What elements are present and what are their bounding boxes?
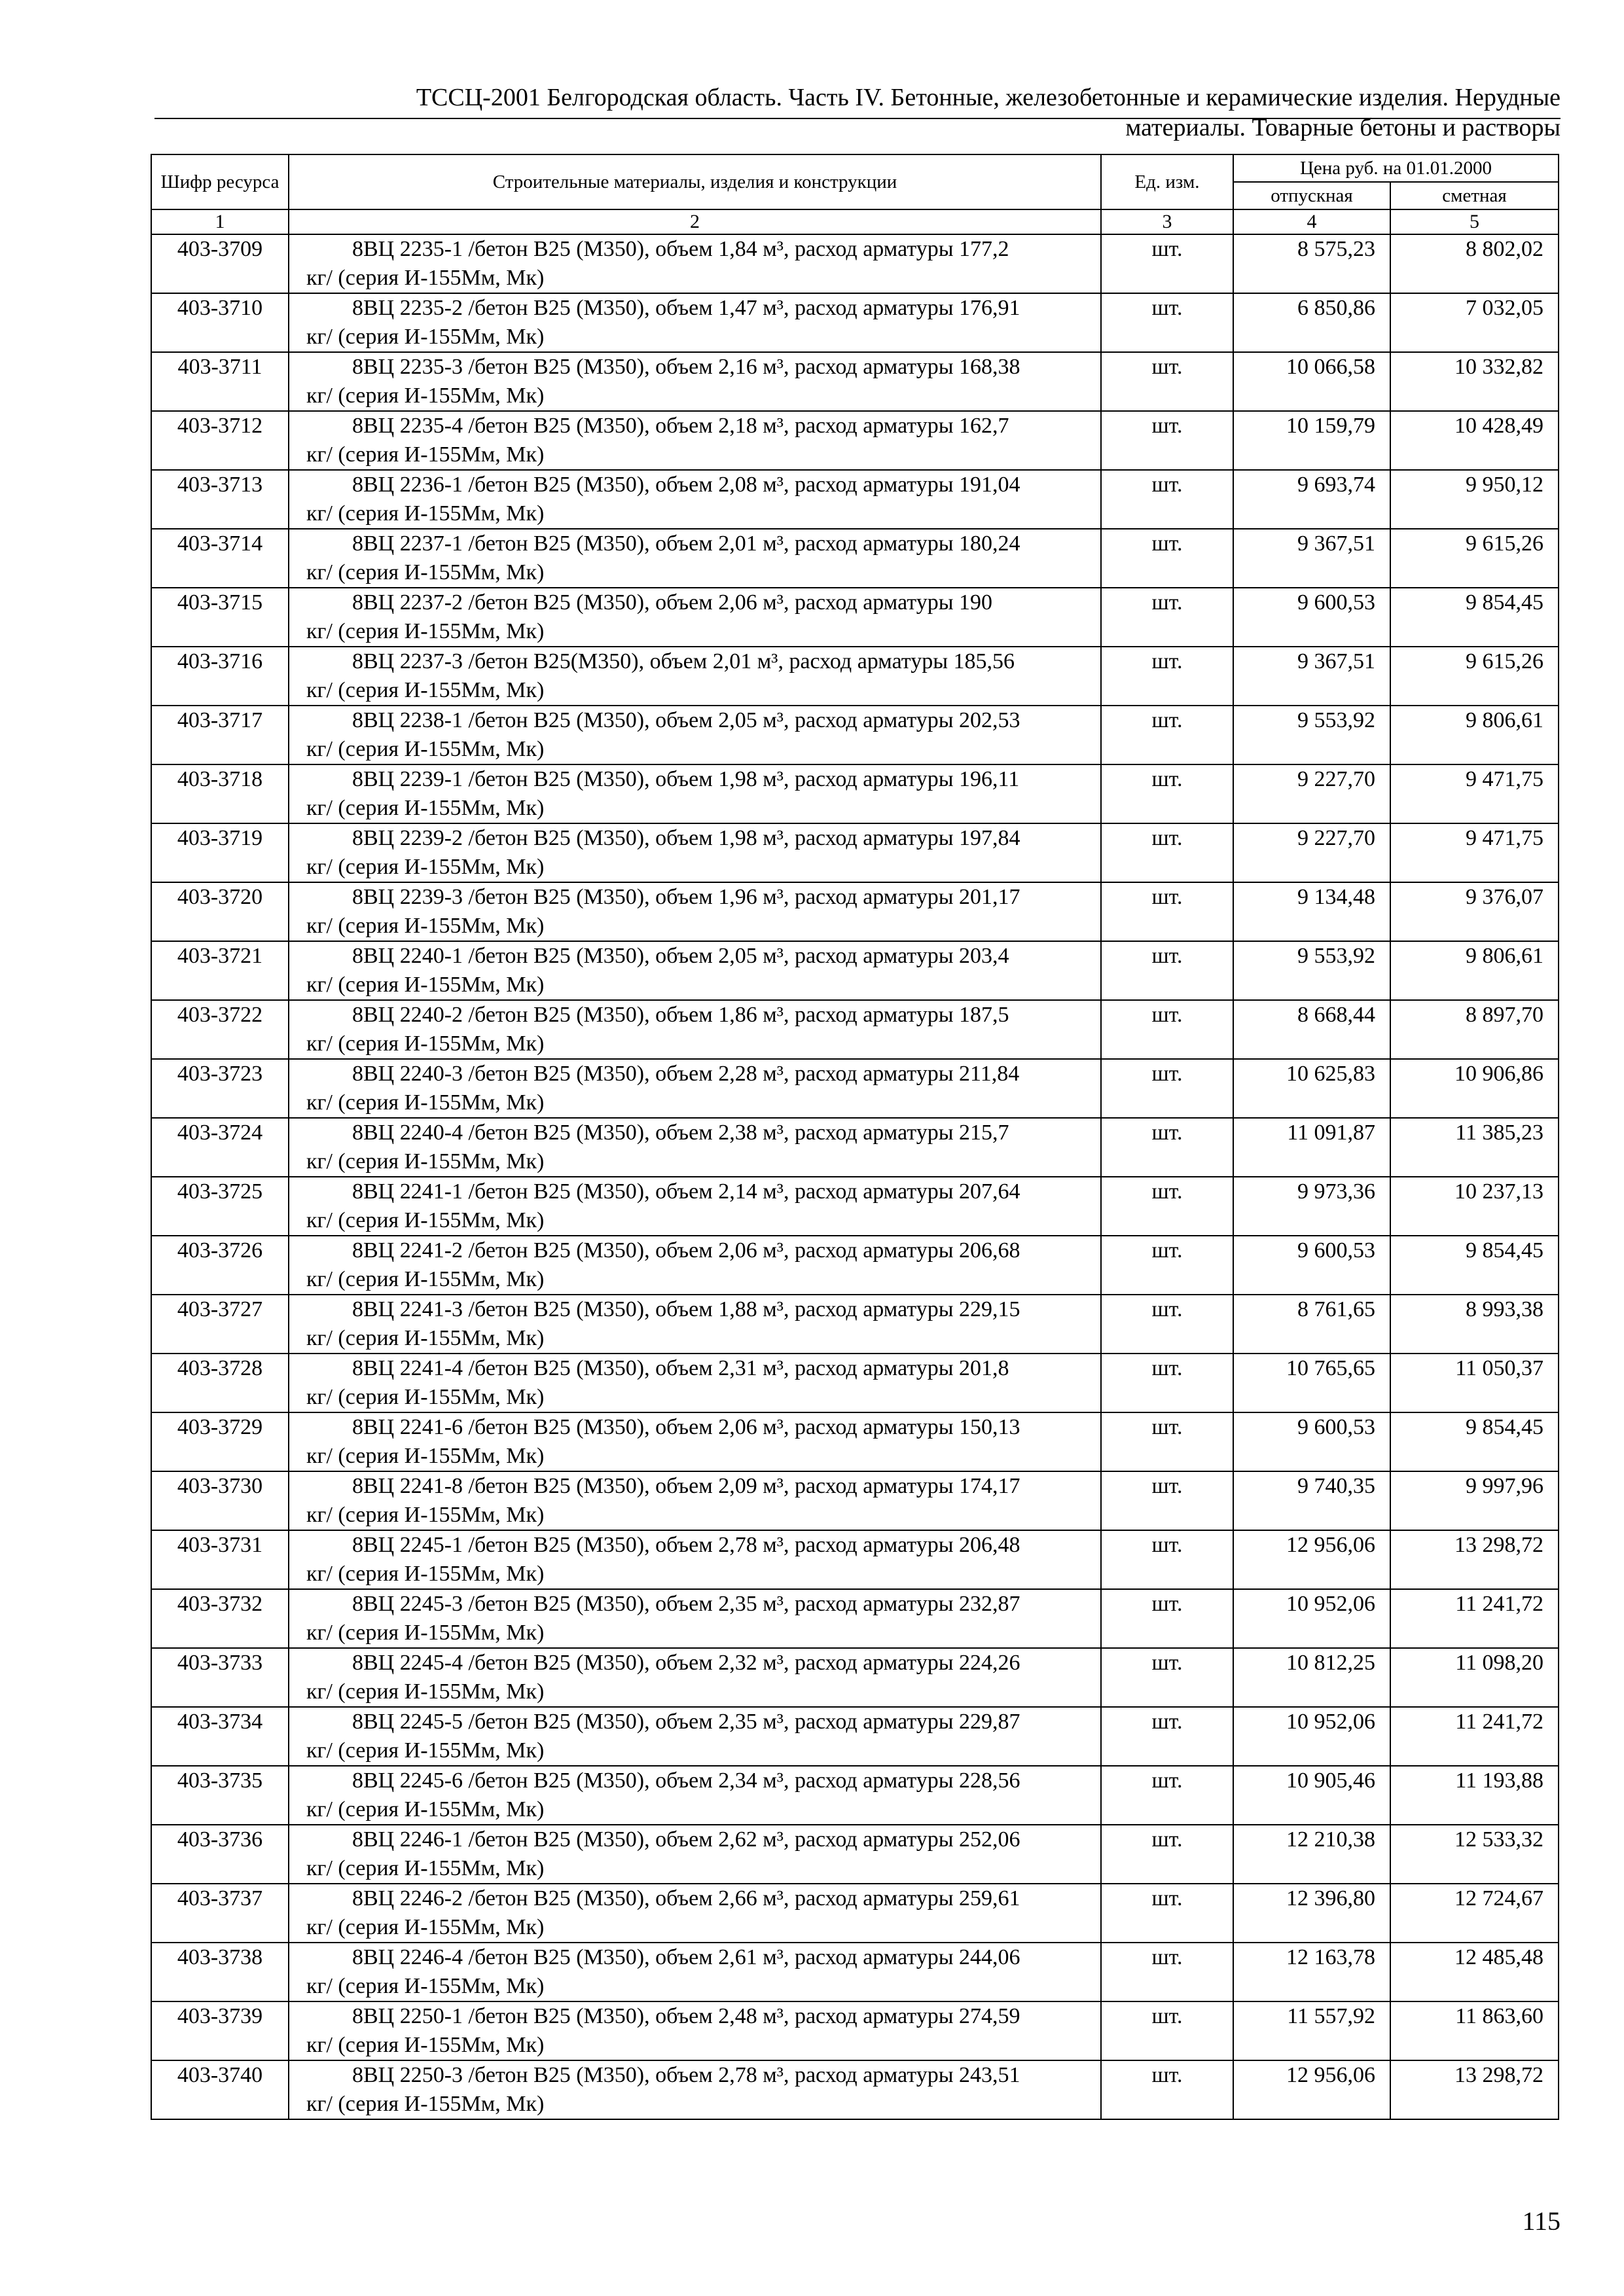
description-line-1: 8ВЦ 2241-8 /бетон В25 (М350), объем 2,09 м³, расход арматуры 174,17 xyxy=(352,1474,1020,1498)
material-description xyxy=(289,1059,1101,1118)
price-estimate: 9 950,12 xyxy=(1390,470,1559,529)
material-description xyxy=(289,411,1101,470)
material-description xyxy=(289,1648,1101,1707)
description-line-2: кг/ (серия И-155Мм, Мк) xyxy=(306,1562,545,1586)
description-line-2: кг/ (серия И-155Мм, Мк) xyxy=(306,560,545,584)
description-line-1: 8ВЦ 2241-2 /бетон В25 (М350), объем 2,06 м³, расход арматуры 206,68 xyxy=(352,1238,1020,1263)
table-row xyxy=(151,411,1559,470)
header-price-group: Цена руб. на 01.01.2000 xyxy=(1233,154,1559,182)
unit-of-measure: шт. xyxy=(1101,1295,1233,1354)
table-row xyxy=(151,1471,1559,1530)
price-estimate: 9 806,61 xyxy=(1390,706,1559,764)
description-line-1: 8ВЦ 2237-1 /бетон В25 (М350), объем 2,01 м³, расход арматуры 180,24 xyxy=(352,531,1020,556)
price-release: 10 625,83 xyxy=(1233,1059,1390,1118)
price-release: 9 973,36 xyxy=(1233,1177,1390,1236)
unit-of-measure: шт. xyxy=(1101,470,1233,529)
resource-code: 403-3735 xyxy=(151,1766,289,1825)
description-line-2: кг/ (серия И-155Мм, Мк) xyxy=(306,384,545,408)
price-estimate: 12 533,32 xyxy=(1390,1825,1559,1884)
material-description xyxy=(289,1000,1101,1059)
unit-of-measure: шт. xyxy=(1101,1648,1233,1707)
material-description xyxy=(289,647,1101,706)
material-description xyxy=(289,1471,1101,1530)
description-line-1: 8ВЦ 2235-4 /бетон В25 (М350), объем 2,18 м³, расход арматуры 162,7 xyxy=(352,414,1009,438)
description-line-2: кг/ (серия И-155Мм, Мк) xyxy=(306,1444,545,1468)
price-release: 10 952,06 xyxy=(1233,1707,1390,1766)
price-release: 10 905,46 xyxy=(1233,1766,1390,1825)
description-line-2: кг/ (серия И-155Мм, Мк) xyxy=(306,855,545,879)
price-estimate: 9 615,26 xyxy=(1390,529,1559,588)
price-estimate: 10 237,13 xyxy=(1390,1177,1559,1236)
unit-of-measure: шт. xyxy=(1101,1236,1233,1295)
header-code: Шифр ресурса xyxy=(151,154,289,209)
price-release: 10 812,25 xyxy=(1233,1648,1390,1707)
price-release: 12 956,06 xyxy=(1233,1530,1390,1589)
description-line-2: кг/ (серия И-155Мм, Мк) xyxy=(306,1031,545,1056)
resource-code: 403-3714 xyxy=(151,529,289,588)
description-line-1: 8ВЦ 2240-3 /бетон В25 (М350), объем 2,28 м³, расход арматуры 211,84 xyxy=(352,1062,1020,1086)
resource-code: 403-3717 xyxy=(151,706,289,764)
resource-code: 403-3719 xyxy=(151,823,289,882)
description-line-1: 8ВЦ 2241-3 /бетон В25 (М350), объем 1,88 м³, расход арматуры 229,15 xyxy=(352,1297,1020,1321)
table-row xyxy=(151,1412,1559,1471)
unit-of-measure: шт. xyxy=(1101,882,1233,941)
resource-code: 403-3715 xyxy=(151,588,289,647)
table-row xyxy=(151,588,1559,647)
unit-of-measure: шт. xyxy=(1101,1884,1233,1943)
unit-of-measure: шт. xyxy=(1101,234,1233,293)
description-line-1: 8ВЦ 2235-1 /бетон В25 (М350), объем 1,84 м³, расход арматуры 177,2 xyxy=(352,237,1009,261)
table-row xyxy=(151,823,1559,882)
price-release: 9 693,74 xyxy=(1233,470,1390,529)
description-line-2: кг/ (серия И-155Мм, Мк) xyxy=(306,1326,545,1350)
header-line-1: ТССЦ-2001 Белгородская область. Часть IV. Бетонные, железобетонные и керамические изделия. Нерудные xyxy=(416,84,1561,111)
unit-of-measure: шт. xyxy=(1101,764,1233,823)
price-estimate: 9 854,45 xyxy=(1390,1236,1559,1295)
material-description xyxy=(289,706,1101,764)
resource-code: 403-3729 xyxy=(151,1412,289,1471)
price-release: 11 557,92 xyxy=(1233,2001,1390,2060)
price-release: 11 091,87 xyxy=(1233,1118,1390,1177)
table-row xyxy=(151,882,1559,941)
price-estimate: 13 298,72 xyxy=(1390,2060,1559,2119)
material-description xyxy=(289,1530,1101,1589)
resource-code: 403-3730 xyxy=(151,1471,289,1530)
description-line-1: 8ВЦ 2250-1 /бетон В25 (М350), объем 2,48 м³, расход арматуры 274,59 xyxy=(352,2004,1020,2028)
resource-code: 403-3724 xyxy=(151,1118,289,1177)
column-number: 2 xyxy=(289,209,1101,234)
unit-of-measure: шт. xyxy=(1101,588,1233,647)
unit-of-measure: шт. xyxy=(1101,1354,1233,1412)
price-estimate: 13 298,72 xyxy=(1390,1530,1559,1589)
unit-of-measure: шт. xyxy=(1101,1589,1233,1648)
material-description xyxy=(289,1825,1101,1884)
header-price-release: отпускная xyxy=(1233,182,1390,209)
price-estimate: 11 385,23 xyxy=(1390,1118,1559,1177)
table-row xyxy=(151,647,1559,706)
description-line-2: кг/ (серия И-155Мм, Мк) xyxy=(306,1915,545,1939)
resource-code: 403-3721 xyxy=(151,941,289,1000)
unit-of-measure: шт. xyxy=(1101,941,1233,1000)
material-description xyxy=(289,588,1101,647)
table-row xyxy=(151,1295,1559,1354)
resource-code: 403-3710 xyxy=(151,293,289,352)
material-description xyxy=(289,2060,1101,2119)
material-description xyxy=(289,1884,1101,1943)
price-release: 12 210,38 xyxy=(1233,1825,1390,1884)
description-line-2: кг/ (серия И-155Мм, Мк) xyxy=(306,1621,545,1645)
description-line-2: кг/ (серия И-155Мм, Мк) xyxy=(306,501,545,526)
price-estimate: 9 376,07 xyxy=(1390,882,1559,941)
resource-code: 403-3736 xyxy=(151,1825,289,1884)
unit-of-measure: шт. xyxy=(1101,1000,1233,1059)
resource-code: 403-3718 xyxy=(151,764,289,823)
resource-code: 403-3738 xyxy=(151,1943,289,2001)
description-line-1: 8ВЦ 2246-4 /бетон В25 (М350), объем 2,61 м³, расход арматуры 244,06 xyxy=(352,1945,1020,1969)
table-row xyxy=(151,293,1559,352)
unit-of-measure: шт. xyxy=(1101,529,1233,588)
unit-of-measure: шт. xyxy=(1101,1471,1233,1530)
table-row xyxy=(151,1825,1559,1884)
unit-of-measure: шт. xyxy=(1101,1707,1233,1766)
price-release: 10 066,58 xyxy=(1233,352,1390,411)
description-line-1: 8ВЦ 2245-3 /бетон В25 (М350), объем 2,35 м³, расход арматуры 232,87 xyxy=(352,1592,1020,1616)
price-estimate: 9 997,96 xyxy=(1390,1471,1559,1530)
price-estimate: 11 241,72 xyxy=(1390,1589,1559,1648)
unit-of-measure: шт. xyxy=(1101,293,1233,352)
resource-code: 403-3740 xyxy=(151,2060,289,2119)
price-estimate: 11 193,88 xyxy=(1390,1766,1559,1825)
price-release: 9 367,51 xyxy=(1233,647,1390,706)
description-line-2: кг/ (серия И-155Мм, Мк) xyxy=(306,1679,545,1704)
description-line-2: кг/ (серия И-155Мм, Мк) xyxy=(306,1797,545,1821)
price-release: 8 575,23 xyxy=(1233,234,1390,293)
material-description xyxy=(289,1707,1101,1766)
material-description xyxy=(289,1766,1101,1825)
material-description xyxy=(289,823,1101,882)
material-description xyxy=(289,941,1101,1000)
price-release: 12 163,78 xyxy=(1233,1943,1390,2001)
description-line-2: кг/ (серия И-155Мм, Мк) xyxy=(306,737,545,761)
material-description xyxy=(289,1177,1101,1236)
description-line-1: 8ВЦ 2245-1 /бетон В25 (М350), объем 2,78 м³, расход арматуры 206,48 xyxy=(352,1533,1020,1557)
table-row xyxy=(151,1648,1559,1707)
resource-code: 403-3720 xyxy=(151,882,289,941)
table-row xyxy=(151,1236,1559,1295)
price-release: 9 600,53 xyxy=(1233,1236,1390,1295)
price-estimate: 9 471,75 xyxy=(1390,823,1559,882)
unit-of-measure: шт. xyxy=(1101,1412,1233,1471)
page-number: 115 xyxy=(1522,2206,1561,2236)
resource-code: 403-3716 xyxy=(151,647,289,706)
price-estimate: 10 332,82 xyxy=(1390,352,1559,411)
table-row xyxy=(151,1059,1559,1118)
price-release: 9 553,92 xyxy=(1233,706,1390,764)
description-line-2: кг/ (серия И-155Мм, Мк) xyxy=(306,266,545,290)
price-estimate: 9 854,45 xyxy=(1390,1412,1559,1471)
resource-code: 403-3709 xyxy=(151,234,289,293)
price-estimate: 8 993,38 xyxy=(1390,1295,1559,1354)
price-release: 9 227,70 xyxy=(1233,823,1390,882)
header-material: Строительные материалы, изделия и конструкции xyxy=(289,154,1101,209)
table-row xyxy=(151,1766,1559,1825)
description-line-2: кг/ (серия И-155Мм, Мк) xyxy=(306,1149,545,1174)
price-estimate: 9 854,45 xyxy=(1390,588,1559,647)
table-row xyxy=(151,1000,1559,1059)
description-line-2: кг/ (серия И-155Мм, Мк) xyxy=(306,1738,545,1763)
material-description xyxy=(289,882,1101,941)
material-description xyxy=(289,234,1101,293)
resource-code: 403-3732 xyxy=(151,1589,289,1648)
description-line-2: кг/ (серия И-155Мм, Мк) xyxy=(306,914,545,938)
header-line-2: материалы. Товарные бетоны и растворы xyxy=(1125,114,1561,141)
description-line-1: 8ВЦ 2241-4 /бетон В25 (М350), объем 2,31 м³, расход арматуры 201,8 xyxy=(352,1356,1009,1380)
table-body xyxy=(151,234,1559,2119)
table-row xyxy=(151,1707,1559,1766)
price-estimate: 11 050,37 xyxy=(1390,1354,1559,1412)
table-row xyxy=(151,706,1559,764)
price-estimate: 11 863,60 xyxy=(1390,2001,1559,2060)
table-row xyxy=(151,941,1559,1000)
unit-of-measure: шт. xyxy=(1101,411,1233,470)
price-table xyxy=(151,154,1559,2120)
description-line-1: 8ВЦ 2246-1 /бетон В25 (М350), объем 2,62 м³, расход арматуры 252,06 xyxy=(352,1827,1020,1852)
column-number-row xyxy=(151,209,1559,234)
unit-of-measure: шт. xyxy=(1101,1530,1233,1589)
price-release: 9 134,48 xyxy=(1233,882,1390,941)
price-estimate: 12 485,48 xyxy=(1390,1943,1559,2001)
table-row xyxy=(151,1118,1559,1177)
resource-code: 403-3739 xyxy=(151,2001,289,2060)
description-line-1: 8ВЦ 2235-2 /бетон В25 (М350), объем 1,47 м³, расход арматуры 176,91 xyxy=(352,296,1020,320)
header-unit: Ед. изм. xyxy=(1101,154,1233,209)
material-description xyxy=(289,352,1101,411)
resource-code: 403-3711 xyxy=(151,352,289,411)
unit-of-measure: шт. xyxy=(1101,1943,1233,2001)
price-estimate: 9 471,75 xyxy=(1390,764,1559,823)
running-header xyxy=(154,82,1561,143)
description-line-2: кг/ (серия И-155Мм, Мк) xyxy=(306,796,545,820)
unit-of-measure: шт. xyxy=(1101,2001,1233,2060)
description-line-2: кг/ (серия И-155Мм, Мк) xyxy=(306,1090,545,1115)
description-line-1: 8ВЦ 2239-2 /бетон В25 (М350), объем 1,98 м³, расход арматуры 197,84 xyxy=(352,826,1020,850)
description-line-1: 8ВЦ 2237-2 /бетон В25 (М350), объем 2,06 м³, расход арматуры 190 xyxy=(352,590,993,615)
price-release: 9 367,51 xyxy=(1233,529,1390,588)
column-number: 4 xyxy=(1233,209,1390,234)
description-line-1: 8ВЦ 2235-3 /бетон В25 (М350), объем 2,16 м³, расход арматуры 168,38 xyxy=(352,355,1020,379)
resource-code: 403-3733 xyxy=(151,1648,289,1707)
description-line-2: кг/ (серия И-155Мм, Мк) xyxy=(306,1503,545,1527)
unit-of-measure: шт. xyxy=(1101,647,1233,706)
description-line-2: кг/ (серия И-155Мм, Мк) xyxy=(306,1974,545,1998)
description-line-1: 8ВЦ 2241-6 /бетон В25 (М350), объем 2,06 м³, расход арматуры 150,13 xyxy=(352,1415,1020,1439)
price-release: 10 952,06 xyxy=(1233,1589,1390,1648)
price-estimate: 11 241,72 xyxy=(1390,1707,1559,1766)
table-row xyxy=(151,1884,1559,1943)
description-line-2: кг/ (серия И-155Мм, Мк) xyxy=(306,442,545,467)
description-line-1: 8ВЦ 2250-3 /бетон В25 (М350), объем 2,78 м³, расход арматуры 243,51 xyxy=(352,2063,1020,2087)
description-line-1: 8ВЦ 2246-2 /бетон В25 (М350), объем 2,66 м³, расход арматуры 259,61 xyxy=(352,1886,1020,1910)
table-row xyxy=(151,529,1559,588)
table-row xyxy=(151,1943,1559,2001)
column-number: 1 xyxy=(151,209,289,234)
material-description xyxy=(289,1412,1101,1471)
material-description xyxy=(289,1943,1101,2001)
price-estimate: 12 724,67 xyxy=(1390,1884,1559,1943)
material-description xyxy=(289,764,1101,823)
table-row xyxy=(151,1177,1559,1236)
description-line-2: кг/ (серия И-155Мм, Мк) xyxy=(306,1856,545,1880)
table-row xyxy=(151,1354,1559,1412)
table-row xyxy=(151,2060,1559,2119)
price-estimate: 10 906,86 xyxy=(1390,1059,1559,1118)
description-line-1: 8ВЦ 2239-1 /бетон В25 (М350), объем 1,98 м³, расход арматуры 196,11 xyxy=(352,767,1020,791)
resource-code: 403-3726 xyxy=(151,1236,289,1295)
unit-of-measure: шт. xyxy=(1101,1766,1233,1825)
material-description xyxy=(289,1354,1101,1412)
resource-code: 403-3728 xyxy=(151,1354,289,1412)
description-line-1: 8ВЦ 2240-4 /бетон В25 (М350), объем 2,38 м³, расход арматуры 215,7 xyxy=(352,1121,1009,1145)
price-release: 6 850,86 xyxy=(1233,293,1390,352)
resource-code: 403-3723 xyxy=(151,1059,289,1118)
description-line-2: кг/ (серия И-155Мм, Мк) xyxy=(306,1208,545,1232)
description-line-1: 8ВЦ 2245-4 /бетон В25 (М350), объем 2,32 м³, расход арматуры 224,26 xyxy=(352,1651,1020,1675)
description-line-1: 8ВЦ 2245-5 /бетон В25 (М350), объем 2,35 м³, расход арматуры 229,87 xyxy=(352,1710,1020,1734)
resource-code: 403-3727 xyxy=(151,1295,289,1354)
unit-of-measure: шт. xyxy=(1101,1177,1233,1236)
table-header xyxy=(151,154,1559,234)
price-estimate: 9 806,61 xyxy=(1390,941,1559,1000)
description-line-1: 8ВЦ 2236-1 /бетон В25 (М350), объем 2,08 м³, расход арматуры 191,04 xyxy=(352,473,1020,497)
price-release: 8 668,44 xyxy=(1233,1000,1390,1059)
description-line-1: 8ВЦ 2238-1 /бетон В25 (М350), объем 2,05 м³, расход арматуры 202,53 xyxy=(352,708,1020,732)
unit-of-measure: шт. xyxy=(1101,352,1233,411)
price-release: 9 553,92 xyxy=(1233,941,1390,1000)
price-release: 9 600,53 xyxy=(1233,588,1390,647)
material-description xyxy=(289,2001,1101,2060)
price-release: 8 761,65 xyxy=(1233,1295,1390,1354)
resource-code: 403-3731 xyxy=(151,1530,289,1589)
header-rule xyxy=(154,118,1561,119)
price-estimate: 9 615,26 xyxy=(1390,647,1559,706)
price-estimate: 8 802,02 xyxy=(1390,234,1559,293)
description-line-2: кг/ (серия И-155Мм, Мк) xyxy=(306,2033,545,2057)
description-line-2: кг/ (серия И-155Мм, Мк) xyxy=(306,619,545,643)
table-row xyxy=(151,470,1559,529)
description-line-1: 8ВЦ 2239-3 /бетон В25 (М350), объем 1,96 м³, расход арматуры 201,17 xyxy=(352,885,1020,909)
unit-of-measure: шт. xyxy=(1101,1825,1233,1884)
column-number: 3 xyxy=(1101,209,1233,234)
unit-of-measure: шт. xyxy=(1101,2060,1233,2119)
price-release: 9 227,70 xyxy=(1233,764,1390,823)
description-line-1: 8ВЦ 2240-1 /бетон В25 (М350), объем 2,05 м³, расход арматуры 203,4 xyxy=(352,944,1009,968)
resource-code: 403-3722 xyxy=(151,1000,289,1059)
table-row xyxy=(151,1589,1559,1648)
price-release: 9 740,35 xyxy=(1233,1471,1390,1530)
description-line-2: кг/ (серия И-155Мм, Мк) xyxy=(306,1267,545,1291)
description-line-1: 8ВЦ 2240-2 /бетон В25 (М350), объем 1,86 м³, расход арматуры 187,5 xyxy=(352,1003,1009,1027)
resource-code: 403-3737 xyxy=(151,1884,289,1943)
price-estimate: 11 098,20 xyxy=(1390,1648,1559,1707)
description-line-1: 8ВЦ 2241-1 /бетон В25 (М350), объем 2,14 м³, расход арматуры 207,64 xyxy=(352,1179,1020,1204)
resource-code: 403-3713 xyxy=(151,470,289,529)
material-description xyxy=(289,529,1101,588)
price-estimate: 7 032,05 xyxy=(1390,293,1559,352)
description-line-2: кг/ (серия И-155Мм, Мк) xyxy=(306,678,545,702)
resource-code: 403-3734 xyxy=(151,1707,289,1766)
resource-code: 403-3712 xyxy=(151,411,289,470)
material-description xyxy=(289,1118,1101,1177)
material-description xyxy=(289,1236,1101,1295)
price-release: 12 956,06 xyxy=(1233,2060,1390,2119)
description-line-2: кг/ (серия И-155Мм, Мк) xyxy=(306,2092,545,2116)
price-release: 10 159,79 xyxy=(1233,411,1390,470)
column-number: 5 xyxy=(1390,209,1559,234)
description-line-1: 8ВЦ 2237-3 /бетон В25(М350), объем 2,01 м³, расход арматуры 185,56 xyxy=(352,649,1015,673)
description-line-2: кг/ (серия И-155Мм, Мк) xyxy=(306,973,545,997)
table-row xyxy=(151,1530,1559,1589)
price-release: 10 765,65 xyxy=(1233,1354,1390,1412)
price-estimate: 10 428,49 xyxy=(1390,411,1559,470)
description-line-1: 8ВЦ 2245-6 /бетон В25 (М350), объем 2,34 м³, расход арматуры 228,56 xyxy=(352,1768,1020,1793)
header-price-estimate: сметная xyxy=(1390,182,1559,209)
unit-of-measure: шт. xyxy=(1101,706,1233,764)
material-description xyxy=(289,1589,1101,1648)
material-description xyxy=(289,470,1101,529)
unit-of-measure: шт. xyxy=(1101,823,1233,882)
description-line-2: кг/ (серия И-155Мм, Мк) xyxy=(306,325,545,349)
unit-of-measure: шт. xyxy=(1101,1118,1233,1177)
table-row xyxy=(151,234,1559,293)
table-row xyxy=(151,352,1559,411)
unit-of-measure: шт. xyxy=(1101,1059,1233,1118)
material-description xyxy=(289,293,1101,352)
description-line-2: кг/ (серия И-155Мм, Мк) xyxy=(306,1385,545,1409)
table-row xyxy=(151,764,1559,823)
price-release: 12 396,80 xyxy=(1233,1884,1390,1943)
resource-code: 403-3725 xyxy=(151,1177,289,1236)
price-release: 9 600,53 xyxy=(1233,1412,1390,1471)
price-estimate: 8 897,70 xyxy=(1390,1000,1559,1059)
table-row xyxy=(151,2001,1559,2060)
material-description xyxy=(289,1295,1101,1354)
